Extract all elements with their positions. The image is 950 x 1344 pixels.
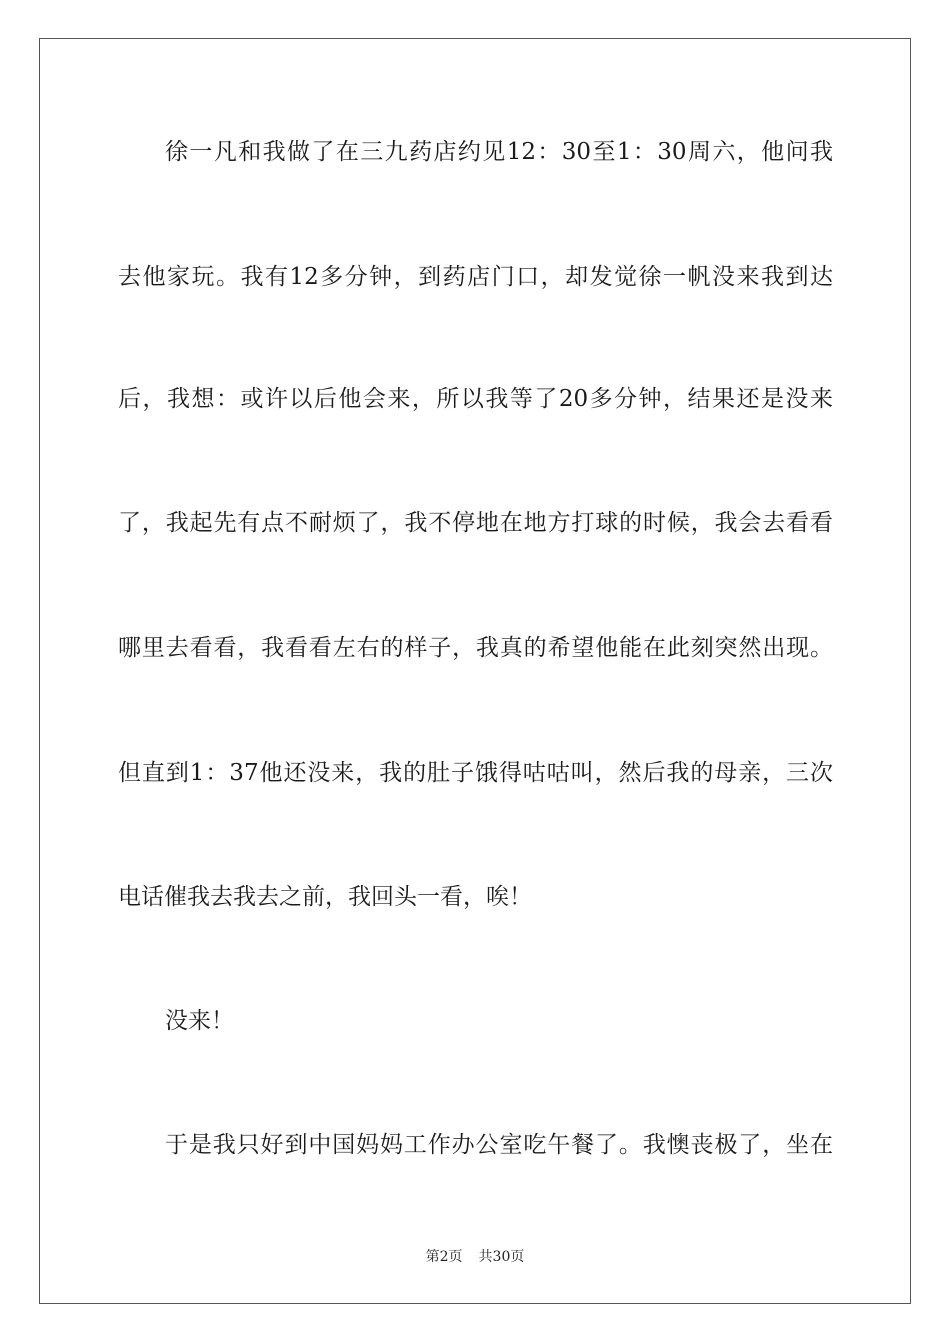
page-footer [0,1247,950,1267]
text-line: 徐一凡和我做了在三九药店约见12：30至1：30周六，他问我 [165,139,833,165]
page-total: 共30页 [478,1249,525,1265]
page-border [39,38,911,1304]
text-line: 电话催我去我去之前，我回头一看，唉！ [118,884,532,910]
text-line: 去他家玩。我有12多分钟，到药店门口，却发觉徐一帆没来我到达 [118,264,833,290]
text-line: 但直到1：37他还没来，我的肚子饿得咕咕叫，然后我的母亲，三次 [118,760,833,786]
text-line: 哪里去看看，我看看左右的样子，我真的希望他能在此刻突然出现。 [118,635,833,661]
text-line: 了，我起先有点不耐烦了，我不停地在地方打球的时候，我会去看看 [118,510,833,536]
text-line: 于是我只好到中国妈妈工作办公室吃午餐了。我懊丧极了，坐在 [165,1132,833,1158]
text-line: 后，我想：或许以后他会来，所以我等了20多分钟，结果还是没来 [118,386,833,412]
text-line: 没来！ [165,1008,234,1034]
page-number: 第2页 [425,1249,463,1265]
